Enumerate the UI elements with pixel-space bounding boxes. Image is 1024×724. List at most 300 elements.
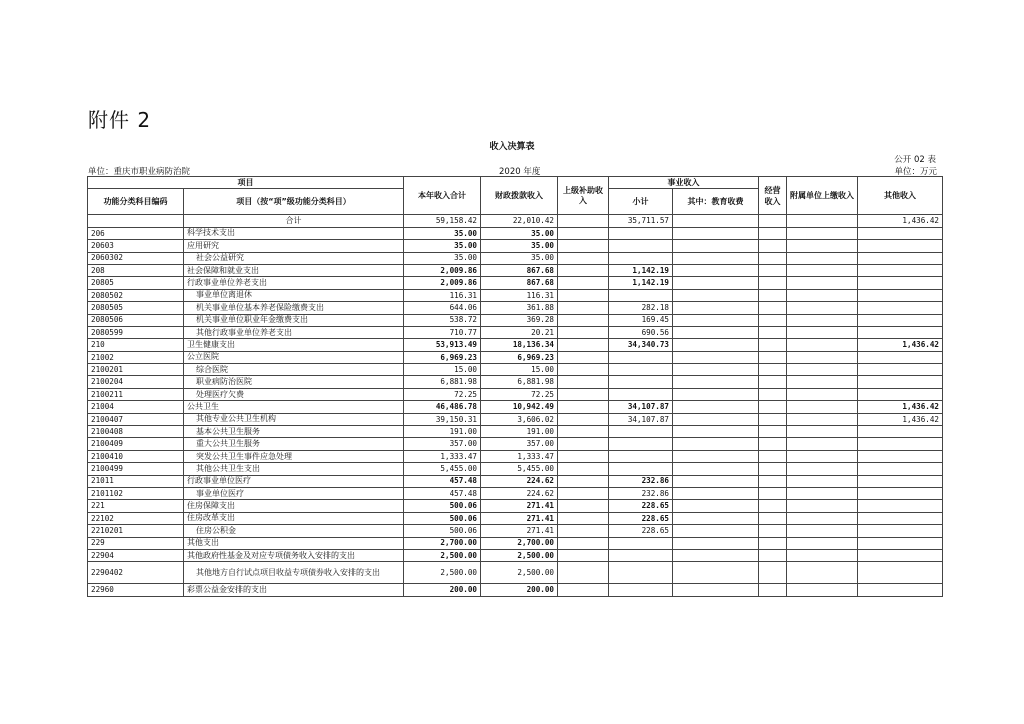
cell-other-income [858, 326, 943, 338]
cell-edu-fee [673, 264, 759, 276]
cell-business-subtotal [609, 450, 673, 462]
cell-other-income [858, 252, 943, 264]
cell-fiscal: 6,881.98 [481, 376, 558, 388]
income-report-table [87, 176, 943, 597]
cell-operating [759, 487, 787, 499]
cell-operating [759, 264, 787, 276]
cell-other-income [858, 525, 943, 537]
cell-superior-subsidy [558, 351, 609, 363]
cell-item-name: 其他专业公共卫生机构 [184, 413, 404, 425]
cell-edu-fee [673, 388, 759, 400]
cell-affiliated [787, 401, 858, 413]
cell-affiliated [787, 438, 858, 450]
cell-business-subtotal: 34,107.87 [609, 413, 673, 425]
table-row [88, 438, 943, 450]
table-row [88, 252, 943, 264]
cell-other-income [858, 463, 943, 475]
cell-affiliated [787, 215, 858, 227]
cell-fiscal: 361.88 [481, 302, 558, 314]
cell-item-name: 机关事业单位基本养老保险缴费支出 [184, 302, 404, 314]
cell-affiliated [787, 264, 858, 276]
cell-operating [759, 302, 787, 314]
header-total-income: 本年收入合计 [404, 177, 481, 215]
cell-superior-subsidy [558, 302, 609, 314]
cell-fiscal: 35.00 [481, 252, 558, 264]
cell-item-name: 住房公积金 [184, 525, 404, 537]
unit-org: 单位：重庆市职业病防治院 [88, 167, 191, 177]
cell-superior-subsidy [558, 215, 609, 227]
table-row [88, 264, 943, 276]
cell-fiscal: 867.68 [481, 277, 558, 289]
cell-func-code: 210 [88, 339, 184, 351]
cell-func-code: 2210201 [88, 525, 184, 537]
cell-func-code: 22904 [88, 549, 184, 561]
cell-affiliated [787, 289, 858, 301]
cell-total-income: 59,158.42 [404, 215, 481, 227]
cell-affiliated [787, 450, 858, 462]
cell-business-subtotal [609, 240, 673, 252]
cell-edu-fee [673, 413, 759, 425]
cell-business-subtotal [609, 463, 673, 475]
cell-func-code: 2100408 [88, 426, 184, 438]
cell-affiliated [787, 487, 858, 499]
cell-business-subtotal: 1,142.19 [609, 277, 673, 289]
cell-total-income: 35.00 [404, 227, 481, 239]
cell-total-income: 2,700.00 [404, 537, 481, 549]
cell-business-subtotal [609, 388, 673, 400]
cell-other-income [858, 364, 943, 376]
cell-fiscal: 2,700.00 [481, 537, 558, 549]
cell-fiscal: 20.21 [481, 326, 558, 338]
table-row [88, 227, 943, 239]
cell-total-income: 1,333.47 [404, 450, 481, 462]
cell-item-name: 重大公共卫生服务 [184, 438, 404, 450]
cell-edu-fee [673, 487, 759, 499]
cell-edu-fee [673, 289, 759, 301]
cell-item-name: 其他公共卫生支出 [184, 463, 404, 475]
amount-unit: 单位：万元 [894, 167, 937, 177]
cell-item-name: 社会保障和就业支出 [184, 264, 404, 276]
cell-fiscal: 35.00 [481, 227, 558, 239]
cell-edu-fee [673, 438, 759, 450]
cell-other-income [858, 450, 943, 462]
cell-superior-subsidy [558, 314, 609, 326]
header-affiliated: 附属单位上缴收入 [787, 177, 858, 215]
cell-superior-subsidy [558, 584, 609, 596]
cell-superior-subsidy [558, 413, 609, 425]
cell-other-income: 1,436.42 [858, 413, 943, 425]
table-row [88, 376, 943, 388]
table-row [88, 240, 943, 252]
cell-business-subtotal [609, 584, 673, 596]
header-operating: 经营收入 [759, 177, 787, 215]
header-project-group: 项目 [88, 177, 404, 189]
cell-other-income [858, 351, 943, 363]
cell-superior-subsidy [558, 562, 609, 584]
cell-superior-subsidy [558, 364, 609, 376]
cell-operating [759, 364, 787, 376]
cell-total-income: 39,150.31 [404, 413, 481, 425]
attachment-label: 附件 2 [88, 108, 152, 132]
cell-affiliated [787, 463, 858, 475]
cell-business-subtotal: 169.45 [609, 314, 673, 326]
cell-edu-fee [673, 364, 759, 376]
cell-edu-fee [673, 314, 759, 326]
cell-func-code: 2060302 [88, 252, 184, 264]
cell-edu-fee [673, 537, 759, 549]
cell-fiscal: 10,942.49 [481, 401, 558, 413]
cell-edu-fee [673, 463, 759, 475]
cell-item-name: 合计 [184, 215, 404, 227]
cell-total-income: 457.48 [404, 487, 481, 499]
table-title: 收入决算表 [489, 142, 535, 152]
cell-other-income [858, 487, 943, 499]
cell-edu-fee [673, 277, 759, 289]
cell-business-subtotal [609, 537, 673, 549]
cell-fiscal: 18,136.34 [481, 339, 558, 351]
cell-operating [759, 562, 787, 584]
cell-func-code: 21002 [88, 351, 184, 363]
cell-operating [759, 450, 787, 462]
cell-total-income: 6,881.98 [404, 376, 481, 388]
table-row [88, 314, 943, 326]
cell-business-subtotal: 228.65 [609, 500, 673, 512]
cell-affiliated [787, 549, 858, 561]
cell-func-code: 22960 [88, 584, 184, 596]
cell-operating [759, 500, 787, 512]
cell-operating [759, 339, 787, 351]
cell-affiliated [787, 584, 858, 596]
cell-fiscal: 116.31 [481, 289, 558, 301]
cell-edu-fee [673, 450, 759, 462]
cell-superior-subsidy [558, 277, 609, 289]
cell-item-name: 职业病防治医院 [184, 376, 404, 388]
cell-operating [759, 413, 787, 425]
table-row [88, 500, 943, 512]
cell-affiliated [787, 314, 858, 326]
cell-total-income: 6,969.23 [404, 351, 481, 363]
cell-total-income: 500.06 [404, 525, 481, 537]
cell-fiscal: 3,606.02 [481, 413, 558, 425]
cell-other-income [858, 376, 943, 388]
cell-affiliated [787, 351, 858, 363]
cell-item-name: 彩票公益金安排的支出 [184, 584, 404, 596]
cell-item-name: 公立医院 [184, 351, 404, 363]
cell-total-income: 2,009.86 [404, 264, 481, 276]
cell-business-subtotal: 232.86 [609, 487, 673, 499]
cell-item-name: 住房保障支出 [184, 500, 404, 512]
cell-affiliated [787, 426, 858, 438]
cell-item-name: 应用研究 [184, 240, 404, 252]
header-superior-subsidy: 上级补助收入 [558, 177, 609, 215]
cell-business-subtotal: 282.18 [609, 302, 673, 314]
cell-item-name: 事业单位离退休 [184, 289, 404, 301]
cell-business-subtotal [609, 549, 673, 561]
table-row [88, 426, 943, 438]
cell-edu-fee [673, 339, 759, 351]
cell-item-name: 事业单位医疗 [184, 487, 404, 499]
cell-edu-fee [673, 562, 759, 584]
cell-operating [759, 525, 787, 537]
cell-other-income [858, 388, 943, 400]
cell-func-code: 2080502 [88, 289, 184, 301]
cell-total-income: 500.06 [404, 512, 481, 524]
cell-func-code: 2290402 [88, 562, 184, 584]
table-row [88, 487, 943, 499]
table-row [88, 562, 943, 584]
header-func-code: 功能分类科目编码 [88, 189, 184, 215]
meta-row [88, 165, 937, 176]
cell-item-name: 公共卫生 [184, 401, 404, 413]
table-row [88, 537, 943, 549]
cell-total-income: 35.00 [404, 240, 481, 252]
cell-func-code: 221 [88, 500, 184, 512]
cell-edu-fee [673, 475, 759, 487]
cell-func-code: 20805 [88, 277, 184, 289]
cell-affiliated [787, 240, 858, 252]
cell-other-income [858, 562, 943, 584]
cell-total-income: 2,500.00 [404, 549, 481, 561]
cell-fiscal: 271.41 [481, 500, 558, 512]
cell-business-subtotal: 1,142.19 [609, 264, 673, 276]
cell-operating [759, 426, 787, 438]
cell-business-subtotal [609, 289, 673, 301]
cell-other-income [858, 314, 943, 326]
cell-fiscal: 2,500.00 [481, 562, 558, 584]
cell-business-subtotal: 232.86 [609, 475, 673, 487]
cell-func-code: 2101102 [88, 487, 184, 499]
cell-func-code: 2080505 [88, 302, 184, 314]
cell-total-income: 5,455.00 [404, 463, 481, 475]
cell-superior-subsidy [558, 227, 609, 239]
cell-func-code: 208 [88, 264, 184, 276]
cell-other-income [858, 475, 943, 487]
cell-affiliated [787, 537, 858, 549]
cell-affiliated [787, 277, 858, 289]
cell-business-subtotal [609, 438, 673, 450]
cell-edu-fee [673, 351, 759, 363]
table-row [88, 289, 943, 301]
cell-other-income [858, 549, 943, 561]
cell-other-income [858, 277, 943, 289]
cell-func-code: 2100410 [88, 450, 184, 462]
cell-total-income: 72.25 [404, 388, 481, 400]
cell-superior-subsidy [558, 426, 609, 438]
cell-total-income: 457.48 [404, 475, 481, 487]
cell-affiliated [787, 339, 858, 351]
table-row [88, 401, 943, 413]
cell-edu-fee [673, 512, 759, 524]
cell-business-subtotal: 35,711.57 [609, 215, 673, 227]
cell-total-income: 538.72 [404, 314, 481, 326]
table-row [88, 475, 943, 487]
cell-business-subtotal [609, 252, 673, 264]
cell-func-code: 2100499 [88, 463, 184, 475]
cell-fiscal: 2,500.00 [481, 549, 558, 561]
table-row [88, 277, 943, 289]
cell-superior-subsidy [558, 252, 609, 264]
cell-total-income: 200.00 [404, 584, 481, 596]
cell-affiliated [787, 302, 858, 314]
cell-other-income [858, 302, 943, 314]
cell-operating [759, 227, 787, 239]
table-row [88, 326, 943, 338]
cell-operating [759, 252, 787, 264]
cell-item-name: 其他政府性基金及对应专项债务收入安排的支出 [184, 549, 404, 561]
cell-other-income [858, 537, 943, 549]
cell-affiliated [787, 500, 858, 512]
table-row [88, 351, 943, 363]
cell-fiscal: 72.25 [481, 388, 558, 400]
cell-total-income: 710.77 [404, 326, 481, 338]
cell-affiliated [787, 388, 858, 400]
cell-operating [759, 438, 787, 450]
cell-operating [759, 512, 787, 524]
cell-fiscal: 200.00 [481, 584, 558, 596]
cell-total-income: 53,913.49 [404, 339, 481, 351]
cell-other-income [858, 264, 943, 276]
cell-edu-fee [673, 500, 759, 512]
cell-func-code: 206 [88, 227, 184, 239]
header-business-income: 事业收入 [609, 177, 759, 189]
cell-superior-subsidy [558, 240, 609, 252]
cell-fiscal: 271.41 [481, 512, 558, 524]
cell-other-income: 1,436.42 [858, 339, 943, 351]
cell-business-subtotal [609, 426, 673, 438]
cell-other-income [858, 240, 943, 252]
header-item: 项目（按“项”级功能分类科目） [184, 189, 404, 215]
cell-operating [759, 376, 787, 388]
table-row [88, 339, 943, 351]
cell-fiscal: 15.00 [481, 364, 558, 376]
table-row [88, 463, 943, 475]
cell-total-income: 116.31 [404, 289, 481, 301]
cell-func-code: 229 [88, 537, 184, 549]
cell-edu-fee [673, 215, 759, 227]
cell-operating [759, 475, 787, 487]
report-body [88, 215, 943, 596]
cell-affiliated [787, 562, 858, 584]
table-row [88, 302, 943, 314]
cell-edu-fee [673, 426, 759, 438]
cell-superior-subsidy [558, 475, 609, 487]
cell-affiliated [787, 376, 858, 388]
cell-func-code: 2100211 [88, 388, 184, 400]
cell-total-income: 15.00 [404, 364, 481, 376]
cell-superior-subsidy [558, 500, 609, 512]
cell-affiliated [787, 364, 858, 376]
cell-other-income [858, 512, 943, 524]
header-fiscal: 财政拨款收入 [481, 177, 558, 215]
table-row [88, 215, 943, 227]
cell-affiliated [787, 512, 858, 524]
cell-other-income [858, 426, 943, 438]
cell-superior-subsidy [558, 388, 609, 400]
cell-operating [759, 351, 787, 363]
cell-item-name: 突发公共卫生事件应急处理 [184, 450, 404, 462]
cell-edu-fee [673, 326, 759, 338]
cell-item-name: 社会公益研究 [184, 252, 404, 264]
cell-func-code: 21011 [88, 475, 184, 487]
cell-fiscal: 369.28 [481, 314, 558, 326]
cell-operating [759, 463, 787, 475]
cell-operating [759, 549, 787, 561]
cell-other-income [858, 584, 943, 596]
cell-item-name: 其他支出 [184, 537, 404, 549]
cell-business-subtotal [609, 351, 673, 363]
cell-item-name: 科学技术支出 [184, 227, 404, 239]
cell-business-subtotal: 228.65 [609, 512, 673, 524]
cell-func-code: 21004 [88, 401, 184, 413]
cell-superior-subsidy [558, 537, 609, 549]
cell-superior-subsidy [558, 549, 609, 561]
cell-operating [759, 584, 787, 596]
cell-total-income: 357.00 [404, 438, 481, 450]
cell-total-income: 500.06 [404, 500, 481, 512]
cell-total-income: 644.06 [404, 302, 481, 314]
table-row [88, 364, 943, 376]
table-row [88, 549, 943, 561]
cell-item-name: 其他行政事业单位养老支出 [184, 326, 404, 338]
cell-edu-fee [673, 525, 759, 537]
cell-superior-subsidy [558, 450, 609, 462]
cell-func-code: 22102 [88, 512, 184, 524]
cell-other-income [858, 438, 943, 450]
cell-business-subtotal [609, 376, 673, 388]
header-edu-fee: 其中：教育收费 [673, 189, 759, 215]
cell-business-subtotal [609, 562, 673, 584]
cell-item-name: 卫生健康支出 [184, 339, 404, 351]
table-row [88, 413, 943, 425]
cell-operating [759, 277, 787, 289]
cell-edu-fee [673, 584, 759, 596]
cell-total-income: 46,486.78 [404, 401, 481, 413]
cell-func-code: 2100201 [88, 364, 184, 376]
cell-item-name: 行政事业单位医疗 [184, 475, 404, 487]
cell-affiliated [787, 413, 858, 425]
table-row [88, 450, 943, 462]
header-subtotal: 小计 [609, 189, 673, 215]
cell-item-name: 处理医疗欠费 [184, 388, 404, 400]
cell-edu-fee [673, 302, 759, 314]
cell-fiscal: 1,333.47 [481, 450, 558, 462]
cell-other-income [858, 500, 943, 512]
cell-superior-subsidy [558, 339, 609, 351]
cell-superior-subsidy [558, 512, 609, 524]
cell-business-subtotal: 228.65 [609, 525, 673, 537]
cell-superior-subsidy [558, 326, 609, 338]
table-row [88, 512, 943, 524]
cell-func-code: 2100407 [88, 413, 184, 425]
cell-fiscal: 271.41 [481, 525, 558, 537]
cell-operating [759, 326, 787, 338]
cell-fiscal: 867.68 [481, 264, 558, 276]
cell-affiliated [787, 475, 858, 487]
cell-business-subtotal [609, 227, 673, 239]
cell-affiliated [787, 326, 858, 338]
cell-fiscal: 35.00 [481, 240, 558, 252]
cell-edu-fee [673, 240, 759, 252]
cell-edu-fee [673, 252, 759, 264]
cell-operating [759, 537, 787, 549]
cell-affiliated [787, 525, 858, 537]
cell-superior-subsidy [558, 264, 609, 276]
cell-func-code: 2100409 [88, 438, 184, 450]
cell-total-income: 191.00 [404, 426, 481, 438]
cell-item-name: 其他地方自行试点项目收益专项债券收入安排的支出 [184, 562, 404, 584]
cell-superior-subsidy [558, 376, 609, 388]
cell-total-income: 35.00 [404, 252, 481, 264]
